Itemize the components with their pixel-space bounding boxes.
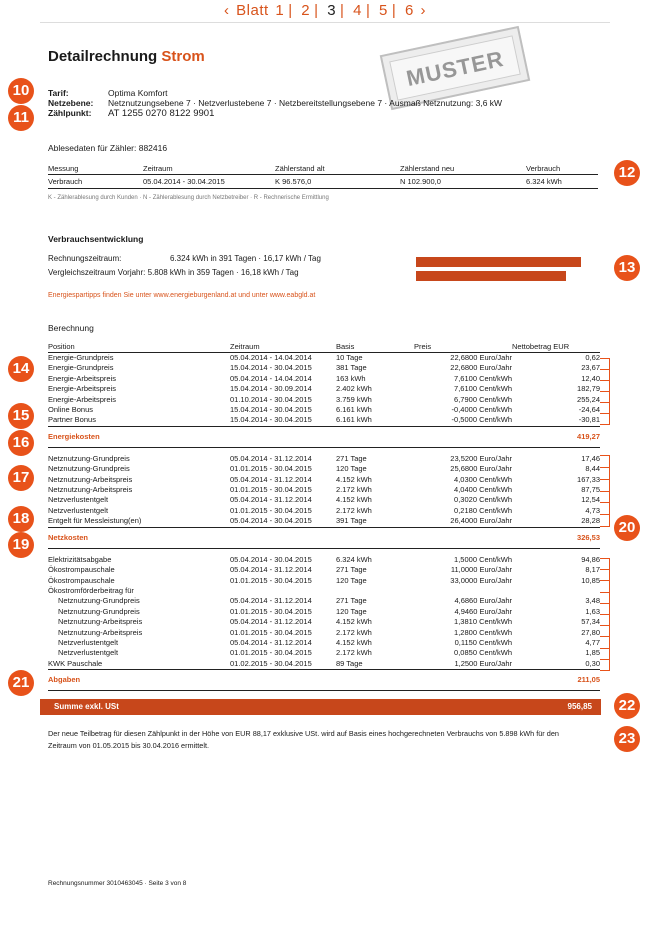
table-row bbox=[48, 405, 600, 415]
table-row bbox=[48, 353, 600, 364]
col-zeitraum: Zeitraum bbox=[230, 342, 336, 353]
cell: KWK Pauschale bbox=[48, 658, 103, 668]
cell: 25,6800 Euro/Jahr bbox=[450, 464, 512, 474]
badge-21: 21 bbox=[8, 670, 34, 696]
netzkosten-total: Netzkosten 326,53 bbox=[48, 527, 600, 548]
bracket-tick bbox=[600, 526, 610, 527]
verbrauch-lines bbox=[48, 254, 321, 277]
cell: Netzverlustentgelt bbox=[58, 648, 119, 658]
cell: 05.04.2014 - 31.12.2014 bbox=[230, 474, 312, 484]
cell: 120 Tage bbox=[336, 575, 367, 585]
cell bbox=[230, 586, 336, 596]
next-page-button[interactable]: › bbox=[420, 2, 426, 19]
bracket-tick bbox=[600, 467, 610, 468]
cell: 1,63 bbox=[585, 606, 600, 616]
rechnungszeitraum-label: Rechnungszeitraum: bbox=[48, 254, 122, 263]
cell: 15.04.2014 - 30.04.2015 bbox=[230, 363, 312, 373]
page-link-5[interactable]: 5 bbox=[379, 2, 388, 19]
table-row bbox=[48, 607, 600, 617]
cell: 0,0850 Cent/kWh bbox=[454, 648, 512, 658]
cell: Partner Bonus bbox=[48, 415, 96, 425]
cell: 22,6800 Euro/Jahr bbox=[450, 363, 512, 373]
table-row bbox=[48, 638, 600, 648]
cell: Netzverlustentgelt bbox=[58, 637, 119, 647]
abgaben-total: Abgaben 211,05 bbox=[48, 670, 600, 691]
table-row bbox=[48, 516, 600, 527]
title-main: Detailrechnung bbox=[48, 48, 158, 65]
cell: 23,67 bbox=[581, 363, 600, 373]
cell: 0,1150 Cent/kWh bbox=[454, 637, 512, 647]
cell: 87,75 bbox=[581, 485, 600, 495]
table-row bbox=[48, 659, 600, 670]
cell: 01.01.2015 - 30.04.2015 bbox=[230, 485, 312, 495]
cell: Netznutzung-Grundpreis bbox=[58, 596, 140, 606]
cell: 12,54 bbox=[581, 495, 600, 505]
table-row bbox=[48, 617, 600, 627]
title-accent: Strom bbox=[161, 48, 205, 65]
table-row bbox=[48, 175, 598, 189]
cell: 05.04.2014 - 31.12.2014 bbox=[230, 453, 312, 463]
cell: K 96.576,0 bbox=[275, 175, 400, 189]
cell: 05.04.2014 - 31.12.2014 bbox=[230, 565, 312, 575]
cell: 6.324 kWh bbox=[336, 554, 372, 564]
cell: 163 kWh bbox=[336, 373, 366, 383]
cell: 4,73 bbox=[585, 505, 600, 515]
page-link-4[interactable]: 4 bbox=[353, 2, 362, 19]
table-row bbox=[48, 363, 600, 373]
bracket-tick bbox=[600, 391, 610, 392]
bracket-tick bbox=[600, 603, 610, 604]
cell: 01.01.2015 - 30.04.2015 bbox=[230, 505, 312, 515]
cell: 4.152 kWh bbox=[336, 637, 372, 647]
cell: Netznutzung-Grundpreis bbox=[48, 464, 130, 474]
bracket-energie bbox=[600, 358, 610, 424]
cell: Energie-Grundpreis bbox=[48, 363, 114, 373]
cell: 01.01.2015 - 30.04.2015 bbox=[230, 606, 312, 616]
cell: 15.04.2014 - 30.04.2015 bbox=[230, 415, 312, 425]
bracket-tick bbox=[600, 569, 610, 570]
cell: 4,0300 Cent/kWh bbox=[454, 474, 512, 484]
tarif-value: Optima Komfort bbox=[108, 88, 168, 98]
table-row bbox=[48, 495, 600, 505]
cell: 4,77 bbox=[585, 637, 600, 647]
cell: 0,62 bbox=[585, 353, 600, 362]
bracket-tick bbox=[600, 558, 610, 559]
netzebene-label: Netzebene: bbox=[48, 98, 94, 108]
cell: 12,40 bbox=[581, 373, 600, 383]
page-navigation: ‹ Blatt 1 | 2 | 3 | 4 | 5 | 6 › bbox=[224, 2, 426, 19]
table-row bbox=[48, 555, 600, 565]
berechnung-heading: Berechnung bbox=[48, 323, 94, 333]
vergleichszeitraum-value: 5.808 kWh in 359 Tagen · 16,18 kWh / Tag bbox=[147, 268, 299, 277]
cell: 01.01.2015 - 30.04.2015 bbox=[230, 464, 312, 474]
cell: 1,2800 Cent/kWh bbox=[454, 627, 512, 637]
cell: 167,33 bbox=[577, 474, 600, 484]
col-stand-alt: Zählerstand alt bbox=[275, 164, 400, 175]
cell: 10,85 bbox=[581, 575, 600, 585]
badge-19: 19 bbox=[8, 532, 34, 558]
cell: 4.152 kWh bbox=[336, 474, 372, 484]
badge-15: 15 bbox=[8, 403, 34, 429]
bracket-tick bbox=[600, 380, 610, 381]
table-row bbox=[48, 506, 600, 516]
table-row bbox=[48, 565, 600, 575]
page-link-6[interactable]: 6 bbox=[404, 2, 414, 19]
bracket-tick bbox=[600, 479, 610, 480]
cell: 2.172 kWh bbox=[336, 505, 372, 515]
table-row bbox=[48, 576, 600, 586]
cell: -24,64 bbox=[578, 405, 600, 415]
cell: 33,0000 Euro/Jahr bbox=[450, 575, 512, 585]
bracket-tick bbox=[600, 491, 610, 492]
cell: 05.04.2014 - 30.04.2015 bbox=[230, 554, 312, 564]
table-row bbox=[48, 384, 600, 394]
table-row bbox=[48, 415, 600, 426]
cell: N 102.900,0 bbox=[400, 175, 526, 189]
cell: Energie-Grundpreis bbox=[48, 353, 114, 362]
cell: 01.10.2014 - 30.04.2015 bbox=[230, 394, 312, 404]
page-link-2[interactable]: 2 bbox=[301, 2, 311, 19]
cell: 1,5000 Cent/kWh bbox=[454, 554, 512, 564]
cell: 6.161 kWh bbox=[336, 415, 372, 425]
badge-23: 23 bbox=[614, 726, 640, 752]
energiespartipps-link[interactable]: Energiespartipps finden Sie unter www.energieburgenland.at und unter www.eabgld.at bbox=[48, 292, 316, 299]
summe-value: 956,85 bbox=[567, 702, 592, 711]
col-stand-neu: Zählerstand neu bbox=[400, 164, 526, 175]
cell: 4.152 kWh bbox=[336, 617, 372, 627]
bracket-tick bbox=[600, 670, 610, 671]
cell: 10 Tage bbox=[336, 353, 363, 362]
bracket-abgaben bbox=[600, 558, 610, 670]
cell bbox=[512, 586, 600, 596]
cell: 05.04.2014 - 31.12.2014 bbox=[230, 637, 312, 647]
cell: 2.402 kWh bbox=[336, 384, 372, 394]
cell: Elektrizitätsabgabe bbox=[48, 554, 112, 564]
cell: Netznutzung-Grundpreis bbox=[58, 606, 140, 616]
tarif-label: Tarif: bbox=[48, 88, 69, 98]
cell: 57,34 bbox=[581, 617, 600, 627]
cell: 4.152 kWh bbox=[336, 495, 372, 505]
cell: 17,46 bbox=[581, 453, 600, 463]
cell: 1,3810 Cent/kWh bbox=[454, 617, 512, 627]
cell: 27,80 bbox=[581, 627, 600, 637]
cell: Netznutzung-Arbeitspreis bbox=[58, 617, 143, 627]
vergleichszeitraum-label: Vergleichszeitraum Vorjahr: bbox=[48, 268, 146, 277]
cell: Ökostrompauschale bbox=[48, 575, 115, 585]
cell: -0,5000 Cent/kWh bbox=[451, 415, 512, 425]
badge-12: 12 bbox=[614, 160, 640, 186]
bracket-tick bbox=[600, 580, 610, 581]
cell: 11,0000 Euro/Jahr bbox=[450, 565, 512, 575]
cell: 8,17 bbox=[585, 565, 600, 575]
table-row bbox=[48, 648, 600, 658]
bracket-tick bbox=[600, 614, 610, 615]
tariff-info bbox=[48, 88, 502, 120]
col-basis: Basis bbox=[336, 342, 392, 353]
bracket-netz bbox=[600, 455, 610, 526]
badge-16: 16 bbox=[8, 430, 34, 456]
zaehlpunkt-label: Zählpunkt: bbox=[48, 108, 92, 118]
energiekosten-total: Energiekosten 419,27 bbox=[48, 426, 600, 447]
cell: 6,7900 Cent/kWh bbox=[454, 394, 512, 404]
rechnungszeitraum-value: 6.324 kWh in 391 Tagen · 16,17 kWh / Tag bbox=[170, 254, 321, 263]
cell: 05.04.2014 - 30.04.2015 bbox=[143, 175, 275, 189]
cell: 7,6100 Cent/kWh bbox=[454, 384, 512, 394]
page-title bbox=[48, 48, 205, 65]
cell: 05.04.2014 - 31.12.2014 bbox=[230, 596, 312, 606]
cell: 0,2180 Cent/kWh bbox=[454, 505, 512, 515]
badge-22: 22 bbox=[614, 693, 640, 719]
consumption-bar-previous bbox=[416, 271, 566, 281]
cell: 05.04.2014 - 30.04.2015 bbox=[230, 516, 312, 526]
summe-bar bbox=[40, 699, 601, 715]
cell: Ökostromförderbeitrag für bbox=[48, 585, 134, 595]
table-row bbox=[48, 464, 600, 474]
bracket-tick bbox=[600, 369, 610, 370]
cell: 22,6800 Euro/Jahr bbox=[450, 353, 512, 362]
cell: 01.01.2015 - 30.04.2015 bbox=[230, 627, 312, 637]
cell: 23,5200 Euro/Jahr bbox=[450, 453, 512, 463]
table-row bbox=[48, 374, 600, 384]
bracket-tick bbox=[600, 424, 610, 425]
cell: Energie-Arbeitspreis bbox=[48, 373, 116, 383]
cell: 15.04.2014 - 30.09.2014 bbox=[230, 384, 312, 394]
cell: 271 Tage bbox=[336, 453, 367, 463]
bracket-tick bbox=[600, 592, 610, 593]
cell: 15.04.2014 - 30.04.2015 bbox=[230, 405, 312, 415]
berechnung-table bbox=[48, 342, 600, 691]
table-row bbox=[48, 454, 600, 464]
cell: 120 Tage bbox=[336, 606, 367, 616]
cell: 2.172 kWh bbox=[336, 627, 372, 637]
bracket-tick bbox=[600, 625, 610, 626]
cell: 3.759 kWh bbox=[336, 394, 372, 404]
cell: 05.04.2014 - 31.12.2014 bbox=[230, 495, 312, 505]
col-messung: Messung bbox=[48, 164, 143, 175]
zaehlpunkt-value: AT 1255 0270 8122 9901 bbox=[108, 108, 215, 119]
cell: Netznutzung-Arbeitspreis bbox=[48, 474, 133, 484]
cell: -0,4000 Cent/kWh bbox=[451, 405, 512, 415]
cell: Entgelt für Messleistung(en) bbox=[48, 516, 142, 526]
bracket-tick bbox=[600, 358, 610, 359]
table-row bbox=[48, 475, 600, 485]
cell: Netznutzung-Grundpreis bbox=[48, 453, 130, 463]
table-row bbox=[48, 485, 600, 495]
cell: Netznutzung-Arbeitspreis bbox=[58, 627, 143, 637]
badge-20: 20 bbox=[614, 515, 640, 541]
page-link-1[interactable]: 1 bbox=[275, 2, 285, 19]
meter-heading: Ablesedaten für Zähler: 882416 bbox=[48, 143, 168, 153]
verbrauch-heading: Verbrauchsentwicklung bbox=[48, 234, 144, 244]
cell: 4,6860 Euro/Jahr bbox=[454, 596, 512, 606]
cell: Netznutzung-Arbeitspreis bbox=[48, 485, 133, 495]
cell: 2.172 kWh bbox=[336, 485, 372, 495]
table-row bbox=[48, 596, 600, 606]
badge-10: 10 bbox=[8, 78, 34, 104]
bracket-tick bbox=[600, 648, 610, 649]
meter-table bbox=[48, 164, 598, 189]
col-verbrauch: Verbrauch bbox=[526, 164, 598, 175]
bracket-tick bbox=[600, 413, 610, 414]
stamp-text: MUSTER bbox=[389, 35, 521, 100]
badge-11: 11 bbox=[8, 105, 34, 131]
cell: 6.324 kWh bbox=[526, 175, 598, 189]
table-row bbox=[48, 586, 600, 596]
col-nettobetrag: Nettobetrag EUR bbox=[512, 342, 600, 353]
cell: Netzverlustentgelt bbox=[48, 495, 109, 505]
summe-label: Summe exkl. USt bbox=[54, 702, 119, 711]
nav-label: Blatt bbox=[236, 2, 269, 19]
cell: 05.04.2014 - 14.04.2014 bbox=[230, 353, 312, 362]
badge-13: 13 bbox=[614, 255, 640, 281]
footer-invoice-number: Rechnungsnummer 3010463045 · Seite 3 von 8 bbox=[48, 880, 187, 887]
cell: 01.01.2015 - 30.04.2015 bbox=[230, 648, 312, 658]
cell: 381 Tage bbox=[336, 363, 367, 373]
cell: 05.04.2014 - 14.04.2014 bbox=[230, 373, 312, 383]
cell: Energie-Arbeitspreis bbox=[48, 384, 116, 394]
cell: -30,81 bbox=[578, 415, 600, 425]
cell: 1,2500 Euro/Jahr bbox=[454, 658, 512, 668]
cell: 26,4000 Euro/Jahr bbox=[450, 516, 512, 526]
prev-page-button[interactable]: ‹ bbox=[224, 2, 230, 19]
cell: 182,79 bbox=[577, 384, 600, 394]
cell: Ökostrompauschale bbox=[48, 565, 115, 575]
meter-legend: K - Zählerablesung durch Kunden · N - Zählerablesung durch Netzbetreiber · R - Rechnerische Ermittlung bbox=[48, 195, 329, 201]
cell: 28,28 bbox=[581, 516, 600, 526]
cell: 1,85 bbox=[585, 648, 600, 658]
consumption-bar-current bbox=[416, 257, 581, 267]
cell: 8,44 bbox=[585, 464, 600, 474]
badge-17: 17 bbox=[8, 465, 34, 491]
cell: Online Bonus bbox=[48, 405, 94, 415]
page-link-3-current[interactable]: 3 bbox=[327, 2, 337, 19]
cell: 0,3020 Cent/kWh bbox=[454, 495, 512, 505]
cell: 01.01.2015 - 30.04.2015 bbox=[230, 575, 312, 585]
table-row bbox=[48, 628, 600, 638]
bracket-tick bbox=[600, 402, 610, 403]
bracket-tick bbox=[600, 455, 610, 456]
cell: 120 Tage bbox=[336, 464, 367, 474]
bracket-tick bbox=[600, 636, 610, 637]
cell: 2.172 kWh bbox=[336, 648, 372, 658]
cell: 4,9460 Euro/Jahr bbox=[454, 606, 512, 616]
cell: 7,6100 Cent/kWh bbox=[454, 373, 512, 383]
cell: 391 Tage bbox=[336, 516, 367, 526]
teilbetrag-note: Der neue Teilbetrag für diesen Zählpunkt in der Höhe von EUR 88,17 exklusive USt. wird auf Basis eines hochgerechneten Verbrauchs von 5.898 kWh für den Zeitraum von 01.05.2015 bis 30.04.2016 ermittelt. bbox=[48, 729, 559, 750]
col-preis: Preis bbox=[392, 342, 512, 353]
cell: 271 Tage bbox=[336, 565, 367, 575]
cell: 271 Tage bbox=[336, 596, 367, 606]
cell: 3,48 bbox=[585, 596, 600, 606]
cell: 6.161 kWh bbox=[336, 405, 372, 415]
cell: Energie-Arbeitspreis bbox=[48, 394, 116, 404]
cell: 94,86 bbox=[581, 554, 600, 564]
cell: 0,30 bbox=[585, 658, 600, 668]
bracket-tick bbox=[600, 514, 610, 515]
col-position: Position bbox=[48, 342, 230, 353]
netzebene-value: Netznutzungsebene 7 · Netzverlustebene 7 · Netzbereitstellungsebene 7 · Ausmaß Netznutzung: 3,6 kW bbox=[108, 98, 503, 108]
cell: 05.04.2014 - 31.12.2014 bbox=[230, 617, 312, 627]
cell: Netzverlustentgelt bbox=[48, 505, 109, 515]
table-row bbox=[48, 395, 600, 405]
cell: 01.02.2015 - 30.04.2015 bbox=[230, 658, 312, 668]
cell bbox=[336, 586, 392, 596]
cell bbox=[392, 586, 512, 596]
cell: 255,24 bbox=[577, 394, 600, 404]
nav-divider bbox=[40, 22, 610, 23]
col-zeitraum: Zeitraum bbox=[143, 164, 275, 175]
cell: 4,0400 Cent/kWh bbox=[454, 485, 512, 495]
bracket-tick bbox=[600, 502, 610, 503]
bracket-tick bbox=[600, 659, 610, 660]
badge-14: 14 bbox=[8, 356, 34, 382]
badge-18: 18 bbox=[8, 506, 34, 532]
cell: 89 Tage bbox=[336, 658, 363, 668]
cell: Verbrauch bbox=[48, 175, 143, 189]
